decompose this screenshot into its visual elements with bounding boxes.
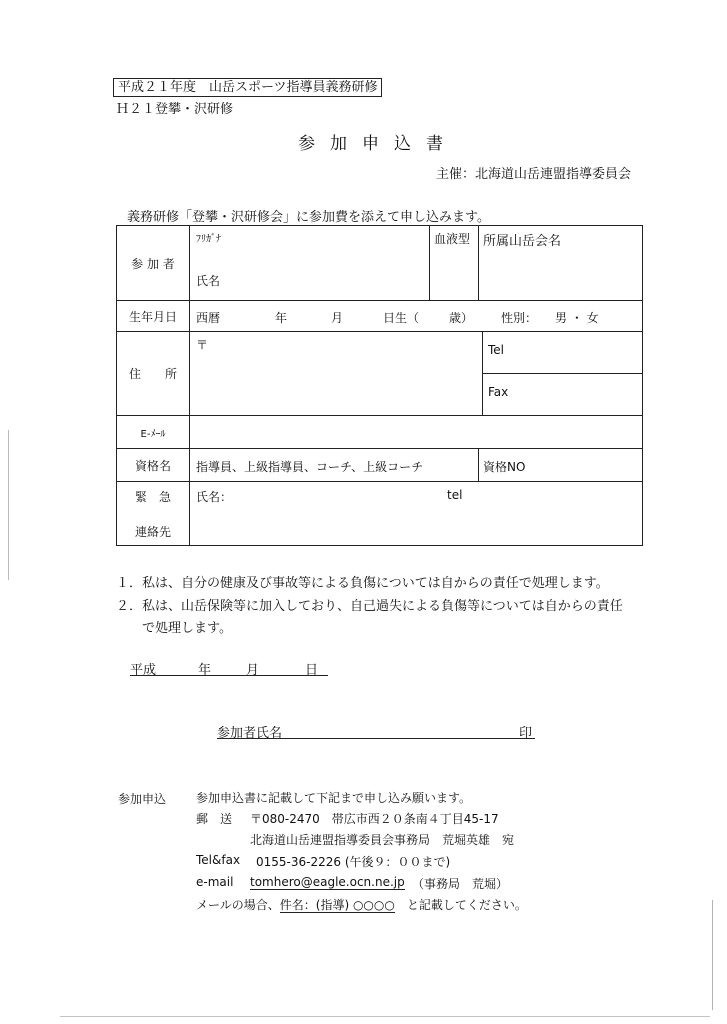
emergency-name-label: 氏名： <box>196 490 233 504</box>
participant-label: 参 加 者 <box>131 256 175 271</box>
fax-field[interactable] <box>483 374 643 416</box>
qualification-label-cell <box>117 449 190 482</box>
signature-line[interactable] <box>217 722 535 739</box>
mail-label: 郵 送 <box>196 812 233 826</box>
date-line[interactable] <box>130 659 328 676</box>
emergency-contact-field[interactable] <box>190 482 643 546</box>
birthdate-field[interactable] <box>190 301 643 332</box>
birth-label: 生年月日 <box>128 309 177 324</box>
birth-day-label: 日生（ <box>383 311 420 325</box>
birth-age-label: 歳） <box>449 311 474 325</box>
emergency-tel-label: tel <box>447 488 463 502</box>
seal-mark: 印 <box>519 726 533 741</box>
scan-edge-left <box>8 430 9 580</box>
participant-label-cell <box>117 226 190 301</box>
emergency-label-1: 緊 急 <box>134 489 171 504</box>
birth-month-label: 月 <box>331 311 344 325</box>
date-day: 日 <box>305 663 319 678</box>
address-label-cell <box>117 332 190 416</box>
club-label: 所属山岳会名 <box>483 234 562 249</box>
telfax-label: Tel&fax <box>196 853 241 867</box>
birth-label-cell <box>117 301 190 332</box>
emergency-row <box>117 482 643 546</box>
note-3: で処理します。 <box>116 621 232 636</box>
application-form-table <box>116 225 643 546</box>
email-row <box>117 416 643 449</box>
email-note <box>196 896 527 913</box>
note-1: １．私は、自分の健康及び事故等による負傷については自からの責任で処理します。 <box>116 576 609 591</box>
address-label: 住 所 <box>128 367 177 381</box>
postal-mark: 〒 <box>196 338 209 352</box>
sex-label: 性別： <box>501 311 538 325</box>
blood-type-field[interactable] <box>430 226 479 301</box>
qualification-options-field[interactable] <box>190 449 479 482</box>
birth-era: 西暦 <box>196 311 221 325</box>
sex-options[interactable]: 男 ・ 女 <box>555 311 599 325</box>
qualification-options: 指導員、上級指導員、コーチ、上級コーチ <box>196 460 424 474</box>
email-field-label: E-ﾒｰﾙ <box>140 428 166 440</box>
intro-text: 義務研修「登攀・沢研修会」に参加費を添えて申し込みます。 <box>127 210 490 225</box>
furigana-label: ﾌﾘｶﾞﾅ <box>196 234 221 245</box>
email-note-subject: 件名：(指導) ○○○○ <box>279 898 395 912</box>
emergency-label-2: 連絡先 <box>134 524 171 539</box>
telfax-value: 0155-36-2226 (午後９：００まで) <box>256 855 451 869</box>
application-instruction: 参加申込書に記載して下記まで申し込み願います。 <box>196 791 472 805</box>
mail-address: 〒080-2470 帯広市西２０条南４丁目45-17 <box>250 812 499 826</box>
qualification-label: 資格名 <box>134 458 171 473</box>
blood-type-label: 血液型 <box>434 232 471 246</box>
scan-edge-right <box>712 900 713 1010</box>
email-field[interactable] <box>190 416 643 449</box>
application-label: 参加申込 <box>118 792 167 806</box>
page-title: 参加申込書 <box>298 134 458 154</box>
qualification-row <box>117 449 643 482</box>
birth-year-label: 年 <box>275 311 288 325</box>
tel-field[interactable] <box>483 332 643 374</box>
birthdate-row <box>117 301 643 332</box>
date-month: 月 <box>246 663 260 678</box>
email-label-cell <box>117 416 190 449</box>
date-era: 平成 <box>130 663 157 678</box>
address-field[interactable] <box>190 332 483 416</box>
email-note-prefix: メールの場合、 <box>196 898 280 912</box>
date-year: 年 <box>198 663 212 678</box>
tel-label: Tel <box>488 343 505 357</box>
training-header-text: 平成２１年度 山岳スポーツ指導員義務研修 <box>118 80 378 95</box>
organizer: 主催：北海道山岳連盟指導委員会 <box>436 167 632 182</box>
emergency-label-cell <box>117 482 190 546</box>
club-name-field[interactable] <box>479 226 643 301</box>
qualification-no-field[interactable] <box>479 449 643 482</box>
training-header-box <box>113 78 382 97</box>
participant-row <box>117 226 643 301</box>
email-contact-address[interactable]: tomhero@eagle.ocn.ne.jp <box>250 875 405 889</box>
scan-edge-bottom <box>60 1016 710 1017</box>
email-contact-label: e-mail <box>196 875 234 889</box>
participant-name-field[interactable] <box>190 226 430 301</box>
fax-label: Fax <box>488 385 509 399</box>
address-row <box>117 332 643 374</box>
name-label: 氏名 <box>196 274 221 288</box>
note-2: ２．私は、山岳保険等に加入しており、自己過失による負傷等については自からの責任 <box>116 599 623 614</box>
email-note-suffix: と記載してください。 <box>394 898 527 912</box>
qualification-no-label: 資格NO <box>483 460 526 474</box>
mail-recipient: 北海道山岳連盟指導委員会事務局 荒堀英雄 宛 <box>250 833 515 847</box>
email-contact-suffix: （事務局 荒堀） <box>412 877 509 891</box>
sub-title: Ｈ２１登攀・沢研修 <box>116 102 234 117</box>
signature-label: 参加者氏名 <box>217 726 283 741</box>
